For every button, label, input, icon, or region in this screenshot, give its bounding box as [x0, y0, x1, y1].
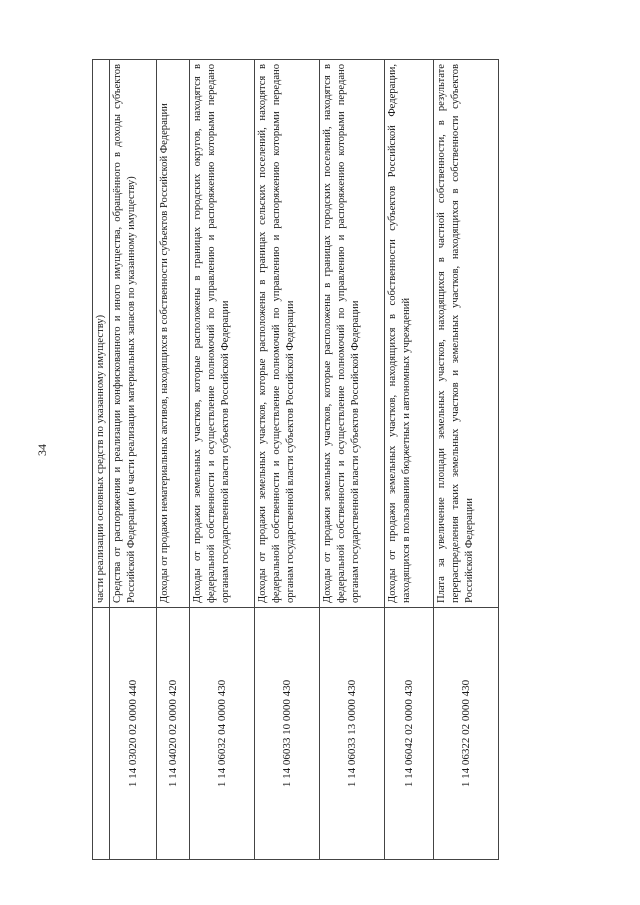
table-row	[190, 60, 255, 860]
description-cell: Плата за увеличение площади земельных участков, находящихся в частной собственности, в результате перераспределения таких земельных участков и земельных участков, находящихся в собственности субъектов Российской Федерации	[434, 60, 499, 608]
description-cell: Средства от распоряжения и реализации конфискованного и иного имущества, обращённого в доходы субъектов Российской Федерации (в части реализации материальных запасов по указанному имуществу)	[110, 60, 157, 608]
code-cell: 1 14 06033 10 0000 430	[255, 608, 320, 860]
table-row	[93, 60, 110, 860]
description-cell: Доходы от продажи земельных участков, которые расположены в границах городских округов, находятся в федеральной собственности и осуществление полномочий по управлению и распоряжению которыми передано органам государственной власти субъектов Российской Федерации	[190, 60, 255, 608]
description-cell: Доходы от продажи земельных участков, находящихся в собственности субъектов Российской Федерации, находящихся в пользовании бюджетных и автономных учреждений	[385, 60, 434, 608]
code-cell	[93, 608, 110, 860]
code-cell: 1 14 06322 02 0000 430	[434, 608, 499, 860]
table-row	[110, 60, 157, 860]
table-row	[434, 60, 499, 860]
table-row	[255, 60, 320, 860]
rotated-table-container	[92, 60, 568, 860]
description-cell: Доходы от продажи земельных участков, которые расположены в границах сельских поселений, находятся в федеральной собственности и осуществление полномочий по управлению и распоряжению которыми передано органам государственной власти субъектов Российской Федерации	[255, 60, 320, 608]
table-row	[385, 60, 434, 860]
code-cell: 1 14 06042 02 0000 430	[385, 608, 434, 860]
description-cell: Доходы от продажи нематериальных активов, находящихся в собственности субъектов Российской Федерации	[157, 60, 190, 608]
code-cell: 1 14 03020 02 0000 440	[110, 608, 157, 860]
description-cell: части реализации основных средств по указанному имуществу)	[93, 60, 110, 608]
description-cell: Доходы от продажи земельных участков, которые расположены в границах городских поселений, находятся в федеральной собственности и осуществление полномочий по управлению и распоряжению которыми передано органам государственной власти субъектов Российской Федерации	[320, 60, 385, 608]
code-cell: 1 14 04020 02 0000 420	[157, 608, 190, 860]
table-row	[320, 60, 385, 860]
page-number: 34	[35, 444, 49, 456]
code-cell: 1 14 06033 13 0000 430	[320, 608, 385, 860]
code-cell: 1 14 06032 04 0000 430	[190, 608, 255, 860]
table-row	[157, 60, 190, 860]
income-codes-table	[92, 59, 499, 860]
